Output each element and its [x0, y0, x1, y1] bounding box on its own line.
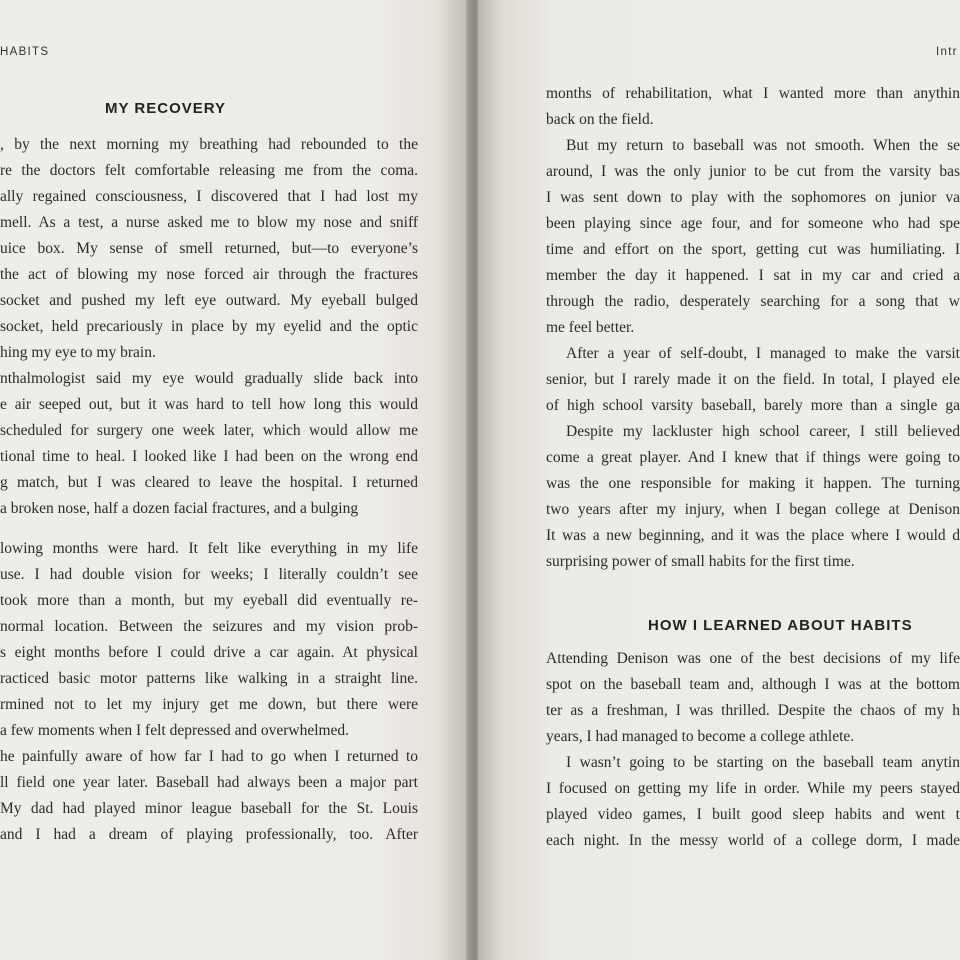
text-line: played video games, I built good sleep habits and went t [546, 806, 960, 823]
text-line: After a year of self-doubt, I managed to make the varsit [566, 345, 960, 362]
text-line: member the day it happened. I sat in my car and cried a [546, 267, 960, 284]
text-line: Attending Denison was one of the best decisions of my life [546, 650, 960, 667]
text-line: But my return to baseball was not smooth. When the se [566, 137, 960, 154]
text-line: socket and pushed my left eye outward. My eyeball bulged [0, 292, 418, 309]
text-line: re the doctors felt comfortable releasing me from the coma. [0, 162, 418, 179]
text-line: come a great player. And I knew that if things were going to [546, 449, 960, 466]
text-line: senior, but I rarely made it on the field. In total, I played ele [546, 371, 960, 388]
text-line: took more than a month, but my eyeball did eventually re- [0, 592, 418, 609]
text-line: mell. As a test, a nurse asked me to blow my nose and sniff [0, 214, 418, 231]
text-line: spot on the baseball team and, although I was at the bottom [546, 676, 960, 693]
text-line: g match, but I was cleared to leave the hospital. I returned [0, 474, 418, 491]
text-line: through the radio, desperately searching for a song that w [546, 293, 960, 310]
text-line: ter as a freshman, I was thrilled. Despite the chaos of my h [546, 702, 960, 719]
text-line: nthalmologist said my eye would gradually slide back into [0, 370, 418, 387]
text-line: two years after my injury, when I began college at Denison [546, 501, 960, 518]
text-line: time and effort on the sport, getting cut was humiliating. I [546, 241, 960, 258]
text-line: I wasn’t going to be starting on the baseball team anytin [566, 754, 960, 771]
text-line: ll field one year later. Baseball had always been a major part [0, 774, 418, 791]
text-line: years, I had managed to become a college athlete. [546, 728, 855, 745]
text-line: Despite my lackluster high school career, I still believed [566, 423, 960, 440]
text-line: I was sent down to play with the sophomores on junior va [546, 189, 960, 206]
text-line: hing my eye to my brain. [0, 344, 156, 361]
text-line: each night. In the messy world of a college dorm, I made [546, 832, 960, 849]
text-line: of high school varsity baseball, barely more than a single ga [546, 397, 960, 414]
text-line: I focused on getting my life in order. While my peers stayed [546, 780, 960, 797]
text-line: was the one responsible for making it happen. The turning [546, 475, 960, 492]
text-line: around, I was the only junior to be cut from the varsity bas [546, 163, 960, 180]
section-title-my-recovery: MY RECOVERY [105, 100, 227, 117]
text-line: back on the field. [546, 111, 654, 128]
text-line: surprising power of small habits for the first time. [546, 553, 855, 570]
text-line: the act of blowing my nose forced air through the fractures [0, 266, 418, 283]
text-line: he painfully aware of how far I had to go when I returned to [0, 748, 418, 765]
text-line: been playing since age four, and for someone who had spe [546, 215, 960, 232]
left-page [0, 0, 470, 960]
text-line: e air seeped out, but it was hard to tell how long this would [0, 396, 418, 413]
text-line: s eight months before I could drive a car again. At physical [0, 644, 418, 661]
text-line: a few moments when I felt depressed and overwhelmed. [0, 722, 350, 739]
text-line: normal location. Between the seizures and my vision prob- [0, 618, 418, 635]
text-line: socket, held precariously in place by my eyelid and the optic [0, 318, 418, 335]
text-line: My dad had played minor league baseball for the St. Louis [0, 800, 418, 817]
text-line: lowing months were hard. It felt like everything in my life [0, 540, 418, 557]
text-line: months of rehabilitation, what I wanted more than anythin [546, 85, 960, 102]
text-line: use. I had double vision for weeks; I literally couldn’t see [0, 566, 418, 583]
text-line: , by the next morning my breathing had rebounded to the [0, 136, 418, 153]
text-line: racticed basic motor patterns like walking in a straight line. [0, 670, 418, 687]
right-running-head: Intr [936, 46, 958, 58]
text-line: a broken nose, half a dozen facial fractures, and a bulging [0, 500, 359, 517]
text-line: tional time to heal. I looked like I had been on the wrong end [0, 448, 418, 465]
text-line: ally regained consciousness, I discovered that I had lost my [0, 188, 418, 205]
text-line: scheduled for surgery one week later, which would allow me [0, 422, 418, 439]
left-running-head: HABITS [0, 46, 50, 58]
text-line: rmined not to let my injury get me down, but there were [0, 696, 418, 713]
text-line: It was a new beginning, and it was the place where I would d [546, 527, 960, 544]
text-line: me feel better. [546, 319, 635, 336]
section-title-how-i-learned-about-habits: HOW I LEARNED ABOUT HABITS [648, 617, 913, 634]
right-page [478, 0, 960, 960]
text-line: and I had a dream of playing professionally, too. After [0, 826, 418, 843]
text-line: uice box. My sense of smell returned, but—to everyone’s [0, 240, 418, 257]
